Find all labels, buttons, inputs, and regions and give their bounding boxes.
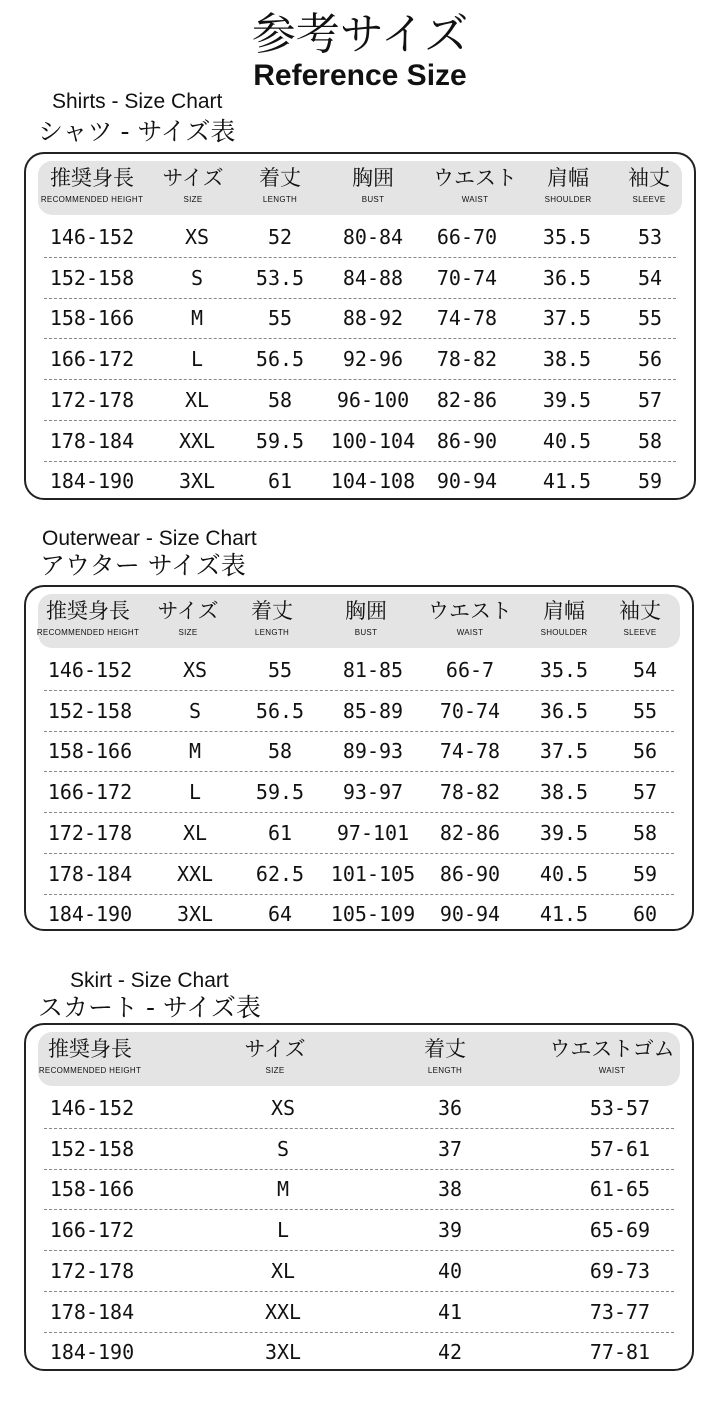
table-cell: XXL [176, 861, 214, 886]
table-cell: 84-88 [342, 265, 404, 290]
column-header-jp: 着丈 [424, 1037, 466, 1061]
table-cell: 86-90 [436, 428, 498, 453]
column-header-en: LENGTH [427, 1066, 463, 1075]
table-cell: 38.5 [542, 347, 592, 372]
table-cell: 53-57 [589, 1096, 651, 1120]
table-row [44, 1088, 674, 1129]
column-header-jp: ウエストゴム [549, 1037, 675, 1061]
table-cell: 41 [437, 1299, 463, 1324]
table-cell: 61-65 [589, 1177, 651, 1202]
table-cell: M [276, 1177, 290, 1202]
table-cell: 58 [267, 387, 293, 412]
column-header-jp: サイズ [162, 166, 224, 190]
column-header-jp: 推奨身長 [49, 166, 134, 190]
table-cell: 56 [632, 739, 658, 764]
table-cell: 56.5 [255, 347, 305, 372]
table-cell: S [188, 698, 202, 723]
table-cell: L [190, 347, 204, 372]
column-header-jp: 胸囲 [352, 166, 394, 190]
table-cell: 55 [632, 698, 658, 723]
table-cell: 92-96 [342, 347, 404, 372]
table-row [44, 894, 674, 934]
table-cell: 166-172 [47, 780, 133, 805]
column-header-jp: サイズ [157, 599, 219, 623]
column-header-en: SLEEVE [632, 195, 666, 204]
column-header [162, 161, 223, 215]
column-header-en: SIZE [178, 628, 198, 637]
table-cell: 39.5 [539, 820, 589, 845]
column-header-jp: 推奨身長 [45, 599, 130, 623]
table-cell: 70-74 [439, 698, 501, 723]
table-cell: 38 [437, 1177, 463, 1202]
column-header [259, 161, 301, 215]
table-cell: XXL [178, 428, 216, 453]
column-header [541, 594, 588, 648]
page-title-en: Reference Size [253, 59, 467, 92]
table-cell: 97-101 [336, 820, 410, 845]
table-cell: 57-61 [589, 1136, 651, 1161]
table-cell: 53 [637, 225, 663, 249]
column-header-en: RECOMMENDED HEIGHT [38, 1066, 142, 1075]
table-cell: 158-166 [47, 739, 133, 764]
table-cell: 41.5 [542, 469, 592, 494]
table-cell: 53.5 [255, 265, 305, 290]
column-header [424, 1032, 466, 1086]
table-cell: 78-82 [439, 780, 501, 805]
table-row [44, 813, 674, 854]
section-label-jp: アウター サイズ表 [40, 551, 246, 580]
column-header-en: RECOMMENDED HEIGHT [40, 195, 144, 204]
table-cell: 40.5 [542, 428, 592, 453]
table-cell: 77-81 [589, 1340, 651, 1365]
column-header-jp: 胸囲 [345, 599, 387, 623]
column-header [433, 161, 517, 215]
table-cell: L [188, 780, 202, 805]
table-cell: 82-86 [436, 387, 498, 412]
table-cell: 80-84 [342, 225, 404, 249]
table-cell: 178-184 [49, 428, 135, 453]
column-header-jp: 肩幅 [546, 166, 589, 190]
column-header [352, 161, 394, 215]
table-cell: 74-78 [436, 306, 498, 331]
table-cell: 35.5 [539, 658, 589, 682]
section-label-en: Skirt - Size Chart [70, 969, 229, 992]
section-label-jp: シャツ - サイズ表 [38, 117, 236, 146]
table-row [44, 1292, 674, 1333]
table-cell: 158-166 [49, 306, 135, 331]
table-cell: 41.5 [539, 902, 589, 927]
table-cell: 90-94 [439, 902, 501, 927]
table-cell: 60 [632, 902, 658, 927]
table-cell: 104-108 [330, 469, 416, 494]
table-cell: 146-152 [47, 658, 133, 682]
table-cell: 66-7 [445, 658, 495, 682]
table-cell: 52 [267, 225, 293, 249]
table-cell: L [276, 1218, 290, 1243]
table-cell: 146-152 [49, 225, 135, 249]
table-cell: 90-94 [436, 469, 498, 494]
column-header-en: WAIST [598, 1066, 626, 1075]
table-cell: 96-100 [336, 387, 410, 412]
table-cell: 37.5 [542, 306, 592, 331]
column-header-en: SHOULDER [540, 628, 588, 637]
table-header [38, 161, 682, 215]
column-header [39, 1032, 141, 1086]
size-table-panel [24, 585, 694, 931]
column-header-en: LENGTH [262, 195, 298, 204]
table-cell: 166-172 [49, 347, 135, 372]
table-row [44, 854, 674, 895]
table-cell: 152-158 [47, 698, 133, 723]
table-cell: 172-178 [49, 387, 135, 412]
page-title-jp: 参考サイズ [251, 9, 469, 60]
column-header [549, 1032, 674, 1086]
table-cell: 56 [637, 347, 663, 372]
table-cell: 59 [632, 861, 658, 886]
table-cell: 3XL [264, 1340, 302, 1365]
table-cell: 42 [437, 1340, 463, 1365]
table-row [44, 1210, 674, 1251]
table-cell: 57 [632, 780, 658, 805]
table-cell: 81-85 [342, 658, 404, 682]
table-row [44, 298, 676, 339]
table-cell: 100-104 [330, 428, 416, 453]
column-header-en: SIZE [265, 1066, 285, 1075]
table-cell: 57 [637, 387, 663, 412]
size-table-panel [24, 1023, 694, 1371]
table-row [44, 421, 676, 462]
column-header [251, 594, 293, 648]
section-label-en: Outerwear - Size Chart [42, 527, 257, 550]
table-cell: 158-166 [49, 1177, 135, 1202]
table-row [44, 1251, 674, 1292]
table-cell: 3XL [178, 469, 216, 494]
table-cell: XS [184, 225, 210, 249]
table-cell: S [190, 265, 204, 290]
table-cell: 93-97 [342, 780, 404, 805]
table-cell: 172-178 [47, 820, 133, 845]
table-cell: 37 [437, 1136, 463, 1161]
table-cell: 152-158 [49, 1136, 135, 1161]
table-row [44, 339, 676, 380]
column-header-en: SHOULDER [544, 195, 592, 204]
table-row [44, 1332, 674, 1372]
table-cell: 39 [437, 1218, 463, 1243]
table-row [44, 650, 674, 691]
table-cell: M [190, 306, 204, 331]
table-cell: 89-93 [342, 739, 404, 764]
column-header [545, 161, 592, 215]
table-cell: 70-74 [436, 265, 498, 290]
table-cell: 61 [267, 820, 293, 845]
table-row [44, 380, 676, 421]
table-header [38, 594, 680, 648]
table-cell: 184-190 [49, 1340, 135, 1365]
table-row [44, 691, 674, 732]
table-cell: 62.5 [255, 861, 305, 886]
table-row [44, 731, 674, 772]
column-header-jp: 肩幅 [542, 599, 585, 623]
size-table-panel [24, 152, 696, 500]
table-row [44, 258, 676, 299]
table-cell: 69-73 [589, 1258, 651, 1283]
column-header-en: WAIST [456, 628, 484, 637]
column-header-en: RECOMMENDED HEIGHT [36, 628, 140, 637]
table-cell: 59 [637, 469, 663, 494]
section-label-en: Shirts - Size Chart [52, 90, 223, 113]
table-cell: 36.5 [542, 265, 592, 290]
table-cell: 35.5 [542, 225, 592, 249]
table-cell: 37.5 [539, 739, 589, 764]
table-cell: 178-184 [49, 1299, 135, 1324]
table-cell: 58 [632, 820, 658, 845]
table-cell: 59.5 [255, 780, 305, 805]
table-cell: 40 [437, 1258, 463, 1283]
column-header-jp: ウエスト [433, 166, 517, 190]
table-cell: 58 [637, 428, 663, 453]
table-row [44, 772, 674, 813]
table-cell: 166-172 [49, 1218, 135, 1243]
table-row [44, 1169, 674, 1210]
table-cell: 55 [637, 306, 663, 331]
table-cell: 56.5 [255, 698, 305, 723]
column-header-jp: 着丈 [251, 599, 293, 623]
table-cell: 61 [267, 469, 293, 494]
table-header [38, 1032, 680, 1086]
table-cell: 54 [637, 265, 663, 290]
table-cell: 184-190 [49, 469, 135, 494]
column-header-en: LENGTH [254, 628, 290, 637]
column-header [37, 594, 139, 648]
table-cell: XL [184, 387, 210, 412]
table-cell: XXL [264, 1299, 302, 1324]
table-cell: 40.5 [539, 861, 589, 886]
table-cell: 101-105 [330, 861, 416, 886]
table-cell: 36.5 [539, 698, 589, 723]
table-cell: 38.5 [539, 780, 589, 805]
table-cell: 73-77 [589, 1299, 651, 1324]
table-cell: 146-152 [49, 1096, 135, 1120]
table-cell: XS [270, 1096, 296, 1120]
column-header [628, 161, 670, 215]
column-header-jp: 推奨身長 [47, 1037, 132, 1061]
table-cell: 65-69 [589, 1218, 651, 1243]
column-header-en: WAIST [461, 195, 489, 204]
table-cell: 58 [267, 739, 293, 764]
table-cell: M [188, 739, 202, 764]
table-cell: 64 [267, 902, 293, 927]
column-header-jp: 着丈 [259, 166, 301, 190]
table-cell: 82-86 [439, 820, 501, 845]
table-cell: 74-78 [439, 739, 501, 764]
table-cell: 105-109 [330, 902, 416, 927]
column-header-jp: 袖丈 [628, 166, 670, 190]
table-cell: XL [270, 1258, 296, 1283]
table-cell: 184-190 [47, 902, 133, 927]
table-cell: 152-158 [49, 265, 135, 290]
table-cell: 36 [437, 1096, 463, 1120]
column-header-jp: サイズ [244, 1037, 306, 1061]
table-cell: 39.5 [542, 387, 592, 412]
table-cell: 178-184 [47, 861, 133, 886]
column-header-en: BUST [354, 628, 378, 637]
column-header [345, 594, 387, 648]
table-cell: 59.5 [255, 428, 305, 453]
table-cell: 88-92 [342, 306, 404, 331]
column-header-jp: ウエスト [428, 599, 512, 623]
table-cell: 3XL [176, 902, 214, 927]
column-header [428, 594, 512, 648]
table-cell: 55 [267, 306, 293, 331]
column-header-en: SLEEVE [623, 628, 657, 637]
table-cell: S [276, 1136, 290, 1161]
column-header-jp: 袖丈 [619, 599, 661, 623]
table-cell: XS [182, 658, 208, 682]
table-cell: 54 [632, 658, 658, 682]
table-cell: 66-70 [436, 225, 498, 249]
table-row [44, 1129, 674, 1170]
column-header [619, 594, 661, 648]
column-header [41, 161, 143, 215]
column-header [157, 594, 218, 648]
table-cell: 86-90 [439, 861, 501, 886]
table-cell: 55 [267, 658, 293, 682]
table-row [44, 461, 676, 501]
column-header-en: BUST [361, 195, 385, 204]
table-cell: 172-178 [49, 1258, 135, 1283]
table-cell: XL [182, 820, 208, 845]
table-row [44, 217, 676, 258]
column-header-en: SIZE [183, 195, 203, 204]
section-label-jp: スカート - サイズ表 [38, 993, 261, 1022]
table-cell: 85-89 [342, 698, 404, 723]
column-header [244, 1032, 305, 1086]
table-cell: 78-82 [436, 347, 498, 372]
